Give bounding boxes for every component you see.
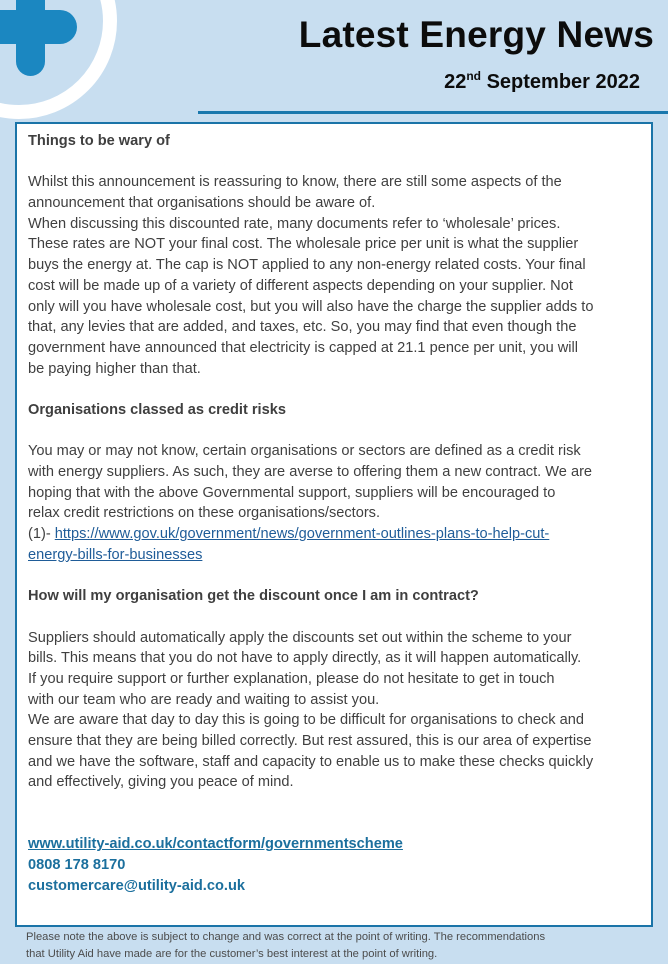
paragraph-line: and we have the software, staff and capacity to enable us to make these checks quickly xyxy=(28,753,594,770)
paragraph-line: Suppliers should automatically apply the discounts set out within the scheme to your xyxy=(28,629,572,646)
reference-prefix: (1)- xyxy=(28,526,55,543)
reference-line xyxy=(28,545,645,566)
paragraph-line: be paying higher than that. xyxy=(28,360,201,377)
contact-email: customercare@utility-aid.co.uk xyxy=(28,877,245,894)
paragraph-line: buys the energy at. The cap is NOT applied to any non-energy related costs. Your final xyxy=(28,257,586,274)
paragraph-line: that, any levies that are added, and taxes, etc. So, you may find that even though the xyxy=(28,319,577,336)
paragraph-line: When discussing this discounted rate, many documents refer to ‘wholesale’ prices. xyxy=(28,215,561,232)
article-box xyxy=(15,122,653,927)
contact-website-link[interactable]: www.utility-aid.co.uk/contactform/governmentscheme xyxy=(28,836,403,853)
date-month-year: September 2022 xyxy=(481,71,640,93)
paragraph-line: If you require support or further explanation, please do not hesitate to get in touch xyxy=(28,670,555,687)
contact-website-line xyxy=(28,834,645,855)
paragraph-line: bills. This means that you do not have to apply directly, as it will happen automatically. xyxy=(28,650,582,667)
header-divider xyxy=(198,111,668,114)
disclaimer-line: Please note the above is subject to change and was correct at the point of writing. The recommendations xyxy=(26,931,546,943)
paragraph-line: These rates are NOT your final cost. The wholesale price per unit is what the supplier xyxy=(28,236,579,253)
paragraph-line: announcement that organisations should be aware of. xyxy=(28,195,376,212)
date-day: 22 xyxy=(444,71,467,93)
paragraph-line: cost will be made up of a variety of different aspects depending on your supplier. Not xyxy=(28,277,573,294)
disclaimer xyxy=(26,929,646,963)
reference-line xyxy=(28,524,645,545)
paragraph-line: with our team who are ready and waiting to assist you. xyxy=(28,691,380,708)
paragraph-line: government have announced that electricity is capped at 21.1 pence per unit, you will xyxy=(28,339,579,356)
paragraph-line: hoping that with the above Governmental support, suppliers will be encouraged to xyxy=(28,484,556,501)
plus-icon-horizontal xyxy=(0,10,77,44)
paragraph-line: ensure that they are being billed correctly. But rest assured, this is our area of expertise xyxy=(28,732,592,749)
gov-uk-reference-link-continued[interactable]: energy-bills-for-businesses xyxy=(28,546,203,563)
paragraph-line: Whilst this announcement is reassuring to know, there are still some aspects of the xyxy=(28,174,562,191)
gov-uk-reference-link[interactable]: https://www.gov.uk/government/news/government-outlines-plans-to-help-cut- xyxy=(54,526,550,543)
utility-aid-plus-logo xyxy=(0,0,130,130)
page-title: Latest Energy News xyxy=(298,14,654,55)
disclaimer-line: that Utility Aid have made are for the customer’s best interest at the point of writing. xyxy=(26,948,438,960)
section-heading-wary: Things to be wary of xyxy=(28,133,170,149)
paragraph-line: relax credit restrictions on these organisations/sectors. xyxy=(28,505,381,522)
issue-date xyxy=(444,71,640,94)
paragraph-line: and effectively, giving you peace of mind. xyxy=(28,774,294,791)
paragraph-line: You may or may not know, certain organisations or sectors are defined as a credit risk xyxy=(28,443,581,460)
paragraph-line: We are aware that day to day this is going to be difficult for organisations to check and xyxy=(28,712,584,729)
section-heading-discount: How will my organisation get the discount once I am in contract? xyxy=(28,588,479,605)
paragraph-line: with energy suppliers. As such, they are averse to offering them a new contract. We are xyxy=(28,464,593,480)
date-suffix: nd xyxy=(466,69,482,83)
section-heading-credit-risks: Organisations classed as credit risks xyxy=(28,401,286,418)
contact-phone: 0808 178 8170 xyxy=(28,857,126,874)
article-content xyxy=(28,124,645,896)
paragraph-line: only will you have wholesale cost, but you will also have the charge the supplier adds to xyxy=(28,298,594,315)
